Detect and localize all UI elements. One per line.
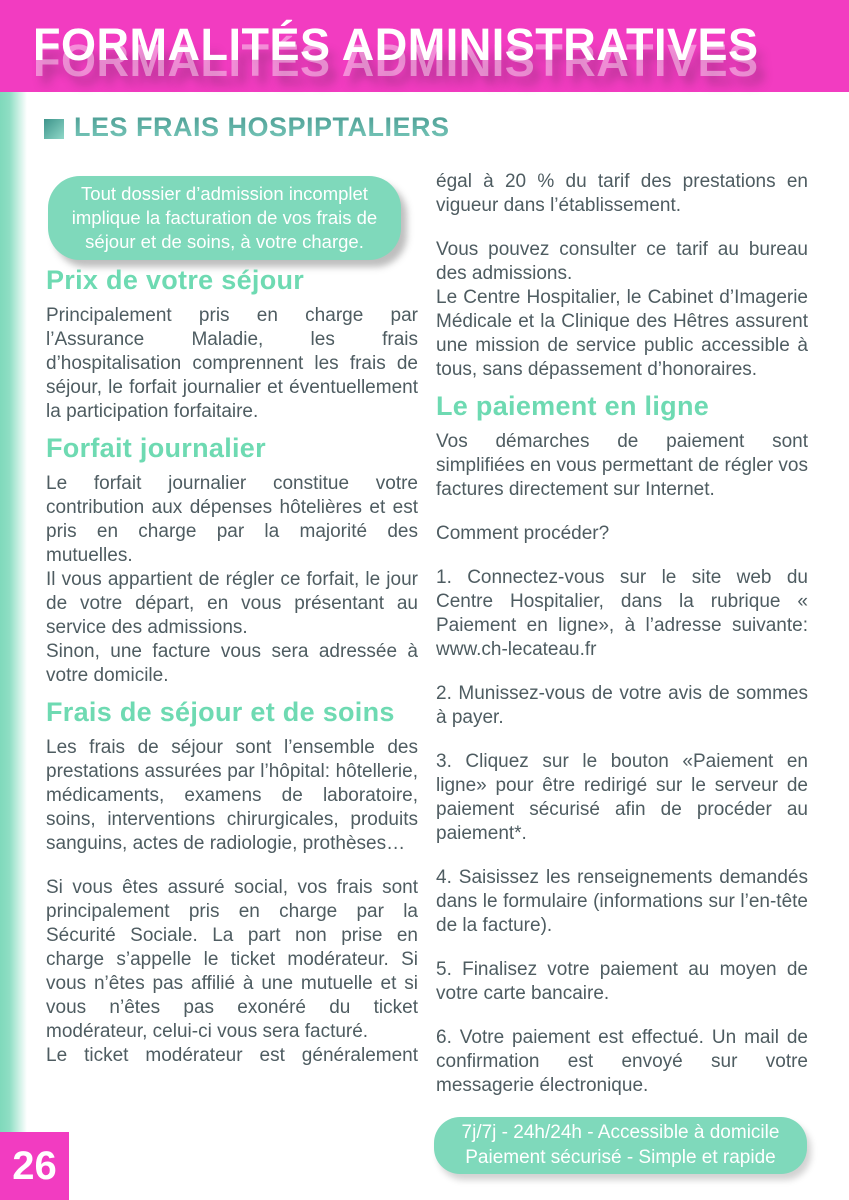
admission-callout-text: Tout dossier d’admission incomplet implique la facturation de vos frais de séjour et de soins, à votre charge. [71, 183, 378, 252]
paragraph: Principalement pris en charge par l’Assurance Maladie, les frais d’hospitalisation comprennent les frais de séjour, le forfait journalier et éventuellement la participation forfaitaire. [46, 305, 418, 422]
paragraph: Comment procéder? [436, 523, 610, 544]
page-title: FORMALITÉS ADMINISTRATIVES [33, 19, 759, 70]
paragraph: Le Centre Hospitalier, le Cabinet d’Imagerie Médicale et la Clinique des Hêtres assurent une mission de service public accessible à tous, sans dépassement d’honoraires. [436, 287, 808, 380]
list-item-step-2: 2. Munissez-vous de votre avis de sommes à payer. [436, 683, 808, 728]
page-number [0, 1132, 69, 1200]
section-square-icon [44, 119, 64, 139]
right-column [436, 170, 808, 1098]
heading-frais-de-sejour-et-de-soins: Frais de séjour et de soins [46, 697, 395, 727]
page-number-value: 26 [12, 1143, 57, 1188]
list-item-step-5: 5. Finalisez votre paiement au moyen de votre carte bancaire. [436, 959, 808, 1004]
left-accent-strip [0, 92, 27, 1132]
paragraph: Si vous êtes assuré social, vos frais sont principalement pris en charge par la Sécurité Sociale. La part non prise en charge s’appelle le ticket modérateur. Si vous n’êtes pas affilié à une mutuelle et si vous n’êtes pas exonéré du ticket modérateur, celui-ci vous sera facturé. [46, 877, 418, 1042]
heading-forfait-journalier: Forfait journalier [46, 433, 266, 463]
footer-badge [434, 1117, 807, 1174]
left-column [46, 170, 418, 1068]
paragraph: Il vous appartient de régler ce forfait, le jour de votre départ, en vous présentant au service des admissions. [46, 569, 418, 638]
paragraph: Vous pouvez consulter ce tarif au bureau des admissions. [436, 239, 808, 284]
list-item-step-4: 4. Saisissez les renseignements demandés dans le formulaire (informations sur l’en-tête de la facture). [436, 867, 808, 936]
list-item-step-3: 3. Cliquez sur le bouton «Paiement en ligne» pour être redirigé sur le serveur de paiement sécurisé afin de procéder au paiement*. [436, 751, 808, 844]
paragraph: Le ticket modérateur est généralement [46, 1045, 418, 1066]
footer-badge-line1: 7j/7j - 24h/24h - Accessible à domicile [461, 1122, 780, 1143]
footer-badge-line2: Paiement sécurisé - Simple et rapide [465, 1147, 776, 1168]
admission-callout [48, 176, 401, 260]
list-item-step-6: 6. Votre paiement est effectué. Un mail de confirmation est envoyé sur votre messagerie électronique. [436, 1027, 808, 1096]
list-item-step-1: 1. Connectez-vous sur le site web du Centre Hospitalier, dans la rubrique « Paiement en ligne», à l’adresse suivante: www.ch-lecateau.fr [436, 567, 808, 660]
heading-le-paiement-en-ligne: Le paiement en ligne [436, 391, 710, 421]
paragraph: Sinon, une facture vous sera adressée à votre domicile. [46, 641, 418, 686]
paragraph: Les frais de séjour sont l’ensemble des prestations assurées par l’hôpital: hôtellerie, médicaments, examens de laboratoire, soins, interventions chirurgicales, produits sanguins, actes de radiologie, prothèses… [46, 737, 418, 854]
heading-prix-de-votre-sejour: Prix de votre séjour [46, 265, 305, 295]
section-title-row [44, 112, 450, 143]
page-header-banner [0, 0, 849, 92]
section-title: LES FRAIS HOSPIPTALIERS [74, 112, 450, 142]
paragraph: Le forfait journalier constitue votre contribution aux dépenses hôtelières et est pris en charge par la majorité des mutuelles. [46, 473, 418, 566]
paragraph: égal à 20 % du tarif des prestations en vigueur dans l’établissement. [436, 171, 808, 216]
paragraph: Vos démarches de paiement sont simplifiées en vous permettant de régler vos factures directement sur Internet. [436, 431, 808, 500]
